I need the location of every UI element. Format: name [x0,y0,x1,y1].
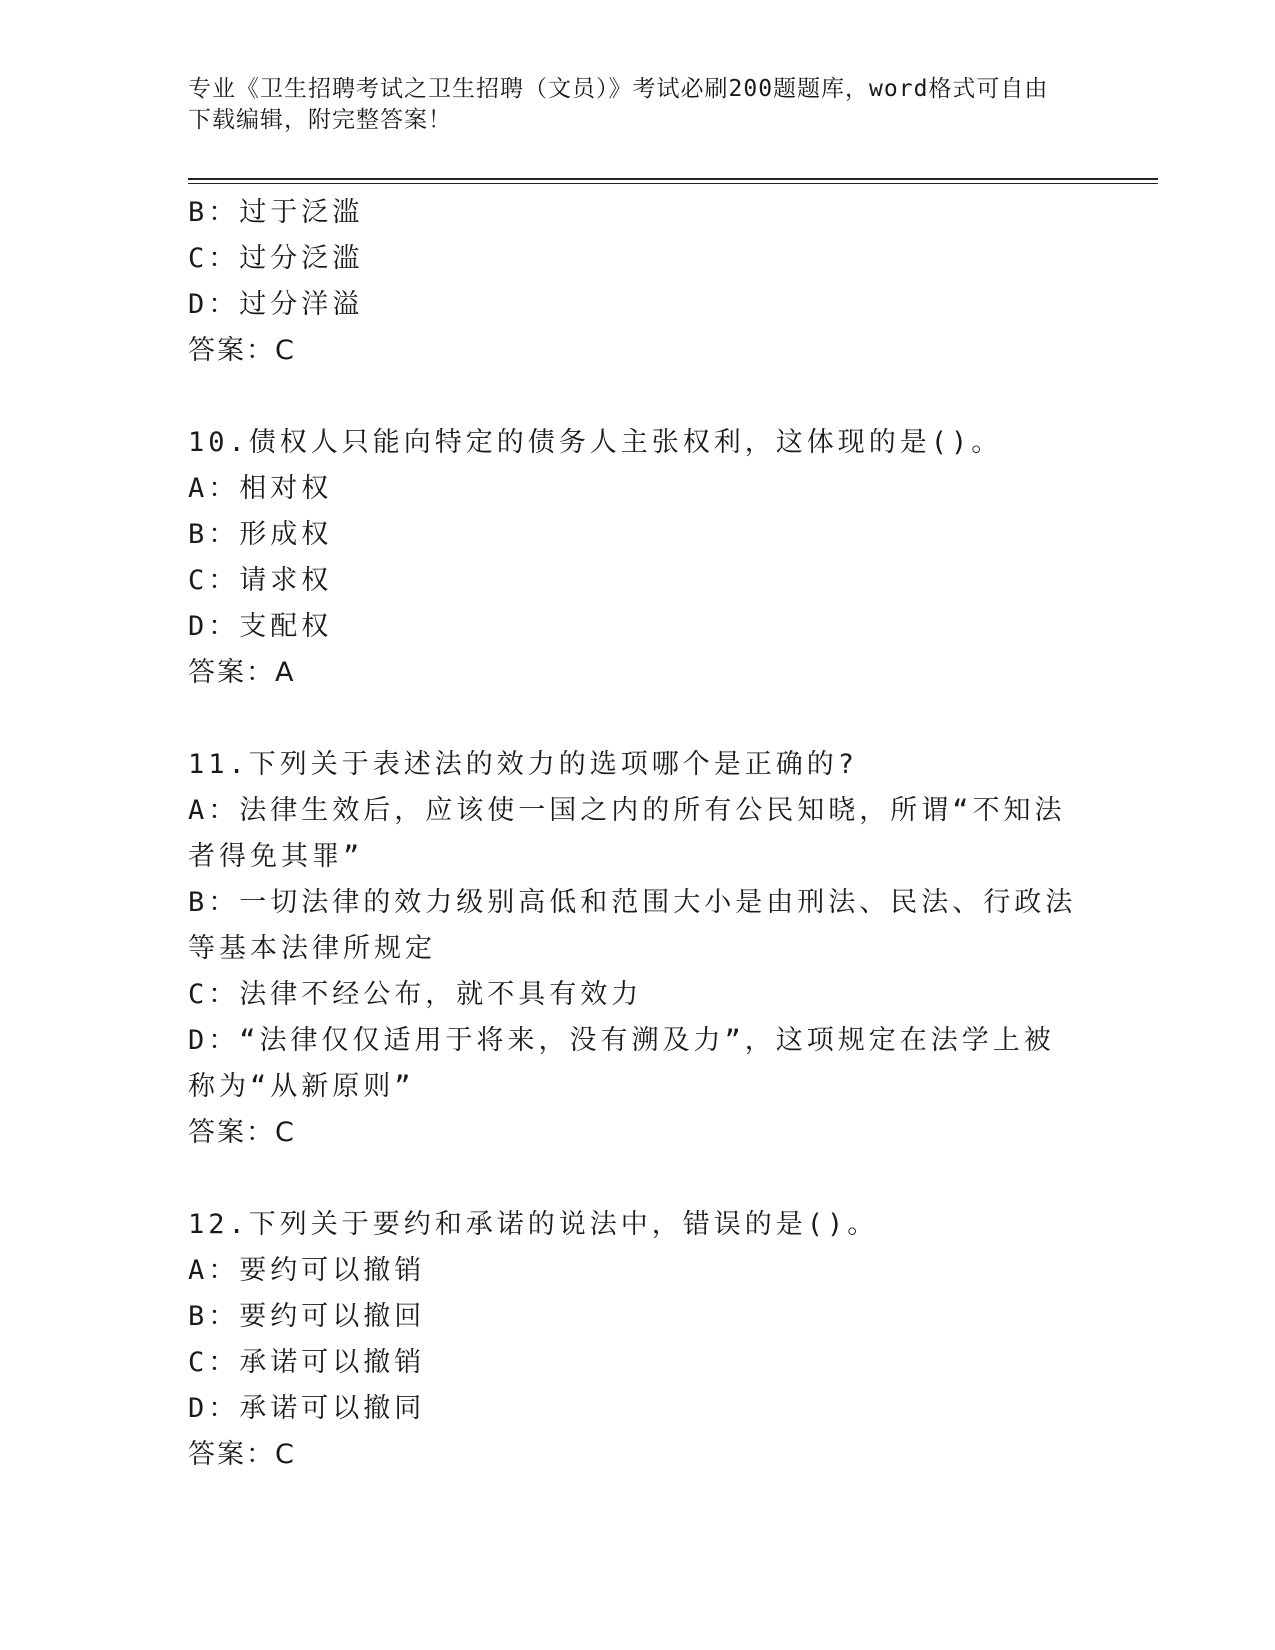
answer-line: 答案：A [188,657,296,688]
option-b: B：过于泛滥 [188,197,364,228]
question-10 [188,420,1078,696]
option-d: D：支配权 [188,611,333,642]
option-b: B：要约可以撤回 [188,1301,426,1332]
spacer [188,374,1078,420]
option-b: B：形成权 [188,519,333,550]
prev-question-block [188,190,1078,374]
answer-line: 答案：C [188,1439,296,1470]
option-a: A：相对权 [188,473,333,504]
question-stem: 12.下列关于要约和承诺的说法中，错误的是()。 [188,1209,879,1240]
header-divider-thin [188,183,1158,184]
question-12 [188,1202,1078,1478]
option-c: C：法律不经公布，就不具有效力 [188,979,643,1010]
question-stem: 11.下列关于表述法的效力的选项哪个是正确的? [188,749,859,780]
option-c: C：请求权 [188,565,333,596]
option-a: A：法律生效后，应该使一国之内的所有公民知晓，所谓“不知法者得免其罪” [188,795,1066,872]
option-d: D：过分洋溢 [188,289,364,320]
document-header [188,74,1068,136]
answer-line: 答案：C [188,335,296,366]
option-d: D：“法律仅仅适用于将来，没有溯及力”，这项规定在法学上被称为“从新原则” [188,1025,1055,1102]
option-a: A：要约可以撤销 [188,1255,426,1286]
document-body [188,190,1078,1478]
question-stem: 10.债权人只能向特定的债务人主张权利，这体现的是()。 [188,427,1003,458]
spacer [188,1156,1078,1202]
option-c: C：承诺可以撤销 [188,1347,426,1378]
answer-line: 答案：C [188,1117,296,1148]
question-11 [188,742,1078,1156]
spacer [188,696,1078,742]
option-c: C：过分泛滥 [188,243,364,274]
option-b: B：一切法律的效力级别高低和范围大小是由刑法、民法、行政法等基本法律所规定 [188,887,1077,964]
header-title: 专业《卫生招聘考试之卫生招聘（文员）》考试必刷200题题库，word格式可自由下载编辑，附完整答案！ [188,76,1049,133]
header-divider-thick [188,178,1158,180]
option-d: D：承诺可以撤同 [188,1393,426,1424]
